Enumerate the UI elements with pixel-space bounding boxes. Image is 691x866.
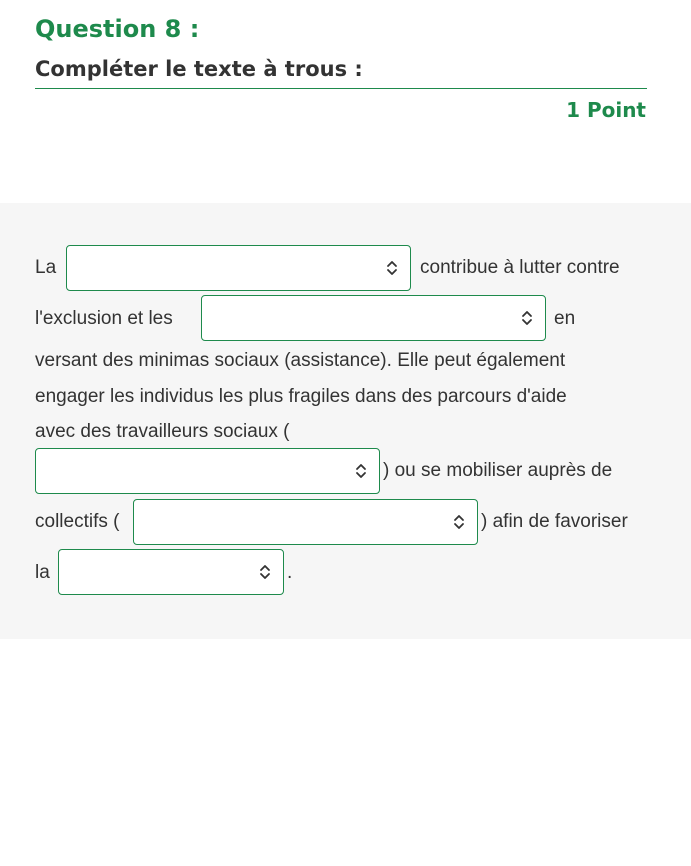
up-down-chevron-icon: [355, 463, 367, 479]
text-fragment: .: [287, 562, 293, 583]
text-fragment: ) ou se mobiliser auprès de: [383, 460, 613, 481]
up-down-chevron-icon: [453, 514, 465, 530]
text-fragment: collectifs (: [35, 511, 120, 532]
text-fragment: en: [554, 308, 576, 329]
blank-select-5[interactable]: [58, 549, 284, 595]
up-down-chevron-icon: [386, 260, 398, 276]
text-fragment: contribue à lutter contre: [420, 257, 620, 278]
question-title: Question 8 :: [35, 15, 200, 43]
text-line: avec des travailleurs sociaux (: [35, 421, 290, 442]
up-down-chevron-icon: [259, 564, 271, 580]
blank-select-3[interactable]: [35, 448, 380, 494]
title-divider: [35, 88, 647, 89]
text-line: versant des minimas sociaux (assistance). Elle peut également: [35, 350, 566, 371]
up-down-chevron-icon: [521, 310, 533, 326]
question-points: 1 Point: [566, 98, 646, 122]
question-instruction: Compléter le texte à trous :: [35, 57, 363, 81]
blank-select-1[interactable]: [66, 245, 411, 291]
blank-select-2[interactable]: [201, 295, 546, 341]
text-fragment: la: [35, 562, 50, 583]
text-fragment: ) afin de favoriser: [481, 511, 628, 532]
text-line: engager les individus les plus fragiles dans des parcours d'aide: [35, 386, 567, 407]
blank-select-4[interactable]: [133, 499, 478, 545]
text-fragment: l'exclusion et les: [35, 308, 173, 329]
text-fragment: La: [35, 257, 57, 278]
